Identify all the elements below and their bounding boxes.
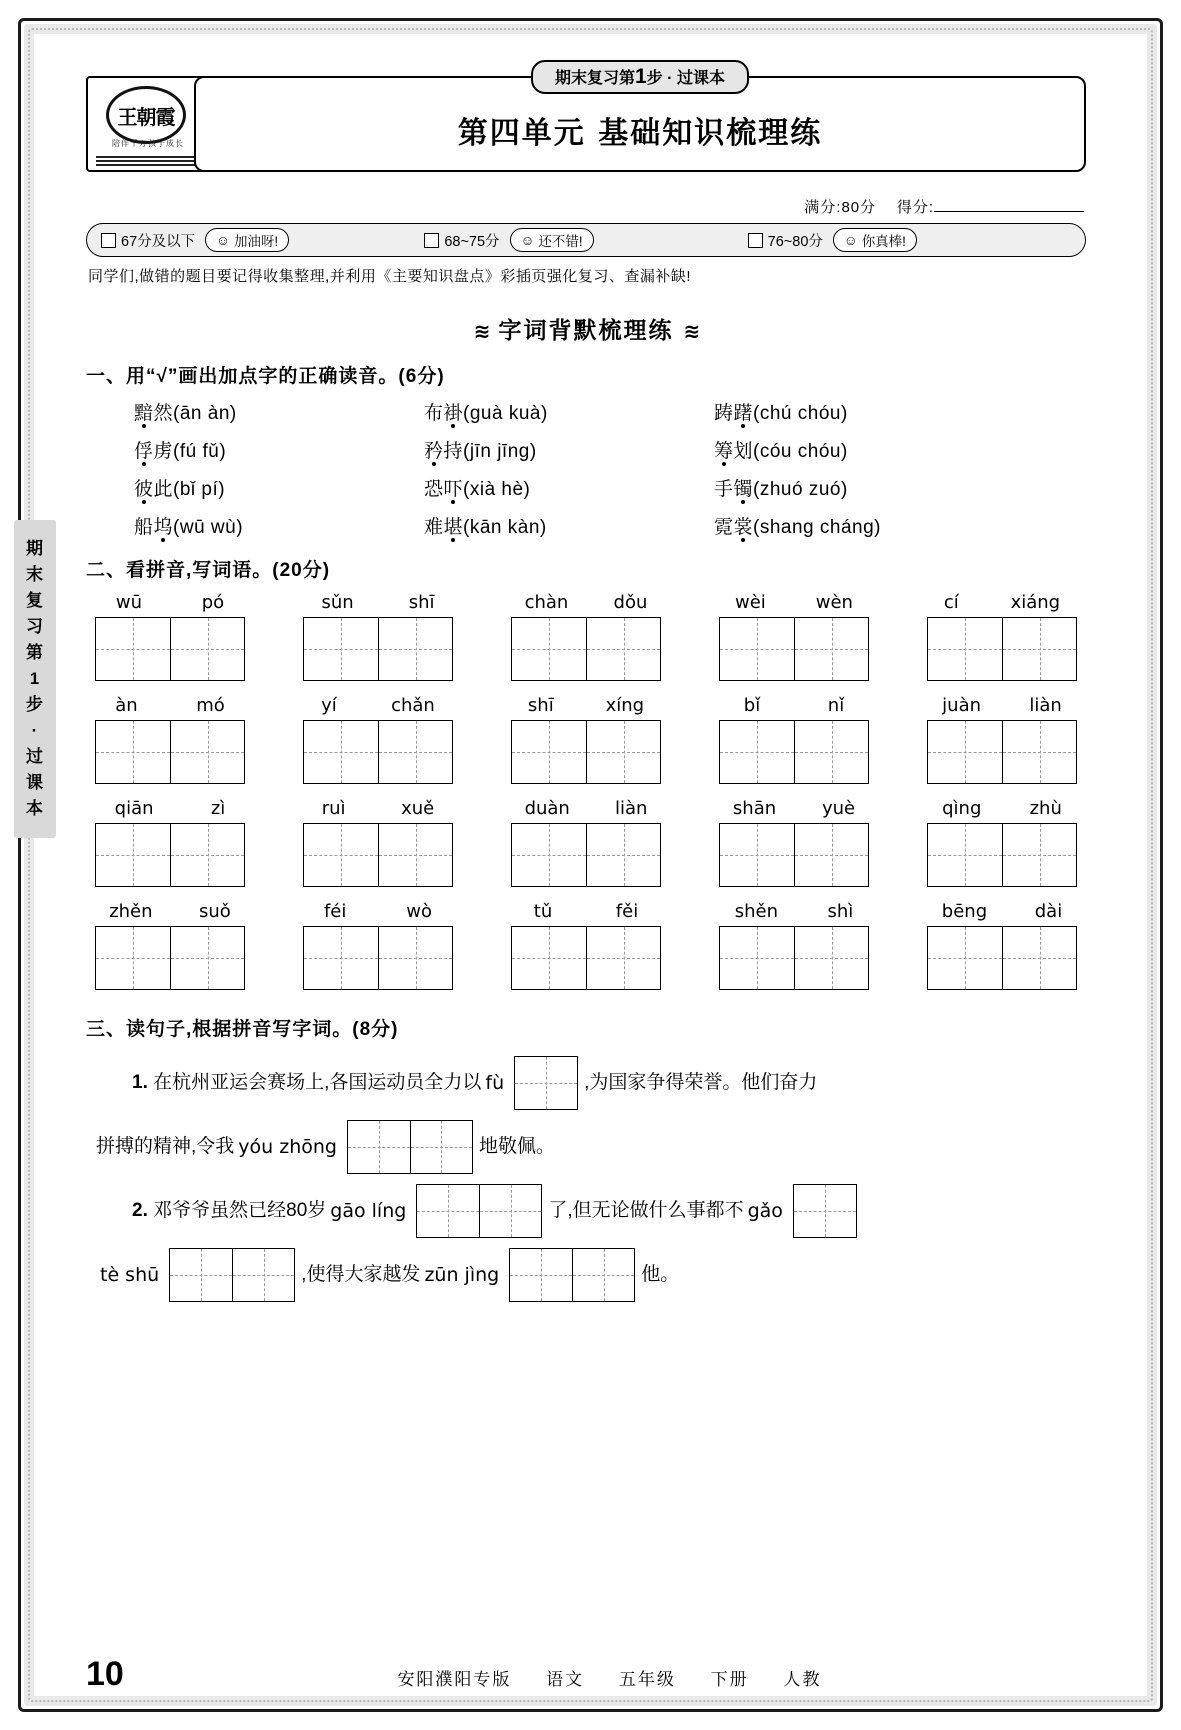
pinyin: yí xyxy=(321,695,337,716)
tianzige-grid[interactable] xyxy=(303,720,453,784)
tianzige-grid[interactable] xyxy=(303,823,453,887)
tianzige-grid[interactable] xyxy=(927,720,1077,784)
q3-pinyin: fù xyxy=(485,1072,505,1094)
pinyin: nǐ xyxy=(827,695,845,716)
answer-box[interactable] xyxy=(510,1249,572,1301)
tianzige-cell[interactable] xyxy=(1002,721,1076,783)
q3-text: 了,但无论做什么事都不 xyxy=(548,1200,744,1221)
tianzige-grid[interactable] xyxy=(927,617,1077,681)
pinyin: shān xyxy=(732,798,777,819)
q3-pinyin: zūn jìng xyxy=(424,1264,500,1286)
tianzige-grid[interactable] xyxy=(95,720,245,784)
q3-text: ,使得大家越发 xyxy=(301,1264,421,1285)
tianzige-item[interactable] xyxy=(710,798,878,887)
tianzige-cell[interactable] xyxy=(304,618,378,680)
q3-text: 邓爷爷虽然已经80岁 xyxy=(153,1200,327,1221)
tianzige-grid[interactable] xyxy=(511,926,661,990)
brand-seal-icon: 王朝霞 xyxy=(106,86,186,144)
dotted-char: 矜 xyxy=(424,441,444,462)
question-1-heading: 一、用“√”画出加点字的正确读音。(6分) xyxy=(86,366,445,387)
tianzige-cell[interactable] xyxy=(720,721,794,783)
page-header xyxy=(86,64,1086,182)
pinyin: juàn xyxy=(942,695,982,716)
checkbox-icon[interactable] xyxy=(101,233,116,248)
tianzige-cell[interactable] xyxy=(170,618,244,680)
rating-label: 68~75分 xyxy=(444,233,500,250)
score-blank[interactable] xyxy=(934,211,1084,212)
rating-bubble-label: 加油呀! xyxy=(233,234,279,249)
question-3-body xyxy=(96,1051,1086,1307)
tianzige-cell[interactable] xyxy=(794,824,868,886)
answer-box[interactable] xyxy=(479,1185,541,1237)
q1-word-head: 踌 xyxy=(714,403,734,424)
smiley-icon: ☺ xyxy=(216,232,230,248)
q1-options[interactable]: (zhuó zuó) xyxy=(753,479,848,500)
q3-text: 在杭州亚运会赛场上,各国运动员全力以 xyxy=(153,1072,482,1093)
rating-bar xyxy=(86,223,1086,257)
pinyin: shī xyxy=(527,695,554,716)
tianzige-item[interactable] xyxy=(502,695,670,784)
side-tab-char: 过 xyxy=(26,747,44,766)
tianzige-grid[interactable] xyxy=(927,823,1077,887)
answer-box[interactable] xyxy=(170,1249,232,1301)
tianzige-cell[interactable] xyxy=(586,721,660,783)
q1-item[interactable] xyxy=(424,436,714,463)
side-tab-char: 复 xyxy=(26,591,44,610)
tianzige-row xyxy=(86,901,1086,990)
q1-row xyxy=(134,398,1086,425)
q1-item[interactable] xyxy=(424,398,714,425)
rating-bubble xyxy=(510,228,594,252)
gained-label: 得分: xyxy=(896,199,934,216)
rating-option-3[interactable] xyxy=(748,228,1071,252)
title-panel xyxy=(194,65,1086,172)
tianzige-grid[interactable] xyxy=(719,720,869,784)
tianzige-item[interactable] xyxy=(294,901,462,990)
q1-row xyxy=(134,474,1086,501)
footer-subject: 语文 xyxy=(546,1670,585,1689)
pinyin: chàn xyxy=(524,592,569,613)
section-title xyxy=(86,312,1086,345)
question-2-body xyxy=(86,592,1086,990)
side-tab-char: 末 xyxy=(26,565,44,584)
dotted-char: 筹 xyxy=(714,441,734,462)
answer-box-set[interactable] xyxy=(514,1056,578,1110)
rating-option-1[interactable] xyxy=(101,228,424,252)
tianzige-row xyxy=(86,695,1086,784)
side-tab-char: 第 xyxy=(26,643,44,662)
q1-word-head: 布 xyxy=(424,403,444,424)
q1-item[interactable] xyxy=(134,474,424,501)
dotted-char: 堪 xyxy=(443,517,464,538)
side-tab-char: 1 xyxy=(29,669,41,688)
q3-pinyin: gāo líng xyxy=(330,1200,407,1222)
pinyin: zhěn xyxy=(109,901,153,922)
tianzige-item[interactable] xyxy=(918,901,1086,990)
full-mark-label: 满分:80分 xyxy=(804,199,877,216)
tianzige-cell[interactable] xyxy=(794,618,868,680)
tianzige-cell[interactable] xyxy=(170,721,244,783)
side-tab-char: 习 xyxy=(26,617,44,636)
rating-option-2[interactable] xyxy=(424,228,747,252)
q3-text: ,为国家争得荣誉。他们奋力 xyxy=(584,1072,818,1093)
pinyin: shī xyxy=(408,592,435,613)
tianzige-grid[interactable] xyxy=(719,823,869,887)
tianzige-cell[interactable] xyxy=(96,927,170,989)
q1-item[interactable] xyxy=(714,512,1004,539)
dotted-char: 坞 xyxy=(153,517,174,538)
q1-options[interactable]: (wū wù) xyxy=(173,517,244,538)
q1-row xyxy=(134,512,1086,539)
rating-bubble-label: 你真棒! xyxy=(861,234,906,249)
tianzige-cell[interactable] xyxy=(928,927,1002,989)
tianzige-cell[interactable] xyxy=(586,824,660,886)
dotted-char: 彼 xyxy=(134,479,154,500)
tianzige-item[interactable] xyxy=(918,695,1086,784)
tianzige-cell[interactable] xyxy=(586,618,660,680)
pinyin: xíng xyxy=(605,695,645,716)
tianzige-grid[interactable] xyxy=(95,926,245,990)
footer-edition: 安阳濮阳专版 xyxy=(397,1670,512,1689)
tianzige-item[interactable] xyxy=(294,592,462,681)
side-tab-char: · xyxy=(31,721,39,740)
pinyin: bēng xyxy=(941,901,988,922)
tianzige-grid[interactable] xyxy=(511,823,661,887)
checkbox-icon[interactable] xyxy=(748,233,763,248)
tianzige-grid[interactable] xyxy=(303,926,453,990)
q1-options[interactable]: (cóu chóu) xyxy=(753,441,848,462)
rating-bubble xyxy=(833,228,917,252)
tianzige-item[interactable] xyxy=(502,592,670,681)
answer-box[interactable] xyxy=(794,1185,856,1237)
q1-options[interactable]: (shang cháng) xyxy=(753,517,881,538)
tianzige-cell[interactable] xyxy=(378,721,452,783)
tianzige-cell[interactable] xyxy=(96,618,170,680)
rating-bubble xyxy=(205,228,289,252)
pinyin: ruì xyxy=(321,798,346,819)
pinyin: sǔn xyxy=(321,592,354,613)
dotted-char: 镯 xyxy=(733,479,754,500)
pinyin: wò xyxy=(406,901,433,922)
tianzige-cell[interactable] xyxy=(304,927,378,989)
answer-box[interactable] xyxy=(417,1185,479,1237)
side-tab-char: 期 xyxy=(26,539,44,558)
tianzige-item[interactable] xyxy=(502,901,670,990)
tianzige-item[interactable] xyxy=(86,901,254,990)
tianzige-grid[interactable] xyxy=(511,720,661,784)
rating-label: 76~80分 xyxy=(767,233,823,250)
pinyin: fěi xyxy=(615,901,639,922)
tianzige-cell[interactable] xyxy=(170,824,244,886)
answer-box[interactable] xyxy=(232,1249,294,1301)
tianzige-item[interactable] xyxy=(294,695,462,784)
footer-grade: 五年级 xyxy=(618,1670,676,1689)
tianzige-item[interactable] xyxy=(86,695,254,784)
tianzige-cell[interactable] xyxy=(512,927,586,989)
tianzige-cell[interactable] xyxy=(378,618,452,680)
ribbon-suffix: 步 · 过课本 xyxy=(646,70,725,87)
tianzige-cell[interactable] xyxy=(96,721,170,783)
dotted-char: 黯 xyxy=(134,403,154,424)
tianzige-cell[interactable] xyxy=(512,721,586,783)
dotted-char: 俘 xyxy=(134,441,154,462)
q1-options[interactable]: (fú fǔ) xyxy=(173,441,227,462)
tianzige-grid[interactable] xyxy=(927,926,1077,990)
ribbon-prefix: 期末复习第 xyxy=(555,70,636,87)
q1-word-tail: 虏 xyxy=(153,441,174,462)
wave-deco-icon: ≋ xyxy=(683,321,699,343)
rating-bubble-label: 还不错! xyxy=(538,234,583,249)
score-line xyxy=(86,196,1084,217)
pinyin: zhù xyxy=(1029,798,1062,819)
q1-item[interactable] xyxy=(134,512,424,539)
answer-box[interactable] xyxy=(515,1057,577,1109)
q1-item[interactable] xyxy=(424,474,714,501)
pinyin: duàn xyxy=(524,798,570,819)
tianzige-cell[interactable] xyxy=(1002,824,1076,886)
pinyin: suǒ xyxy=(198,901,231,922)
q1-word-head: 难 xyxy=(424,517,444,538)
q1-word-head: 霓 xyxy=(714,517,734,538)
pinyin: wèn xyxy=(815,592,853,613)
q1-options[interactable]: (chú chóu) xyxy=(753,403,848,424)
ribbon-number: 1 xyxy=(635,65,647,88)
q1-item[interactable] xyxy=(134,398,424,425)
tianzige-grid[interactable] xyxy=(511,617,661,681)
tianzige-cell[interactable] xyxy=(928,618,1002,680)
tianzige-cell[interactable] xyxy=(512,618,586,680)
q1-options[interactable]: (ān àn) xyxy=(173,403,237,424)
side-tab-char: 课 xyxy=(26,773,44,792)
dotted-char: 躇 xyxy=(733,403,754,424)
step-ribbon xyxy=(531,60,749,94)
tianzige-cell[interactable] xyxy=(1002,618,1076,680)
question-3-heading: 三、读句子,根据拼音写字词。(8分) xyxy=(86,1019,399,1040)
q3-text: 拼搏的精神,令我 xyxy=(96,1136,235,1157)
tianzige-item[interactable] xyxy=(918,798,1086,887)
tianzige-item[interactable] xyxy=(710,901,878,990)
section-title-text: 字词背默梳理练 xyxy=(498,317,674,343)
pinyin: xiáng xyxy=(1010,592,1061,613)
tianzige-grid[interactable] xyxy=(719,617,869,681)
tianzige-cell[interactable] xyxy=(170,927,244,989)
dotted-char: 吓 xyxy=(443,479,464,500)
q1-options[interactable]: (xià hè) xyxy=(463,479,531,500)
side-tab-char: 步 xyxy=(26,695,44,714)
smiley-icon: ☺ xyxy=(843,232,858,248)
tianzige-grid[interactable] xyxy=(719,926,869,990)
pinyin: chǎn xyxy=(391,695,435,716)
pinyin: àn xyxy=(115,695,138,716)
tianzige-cell[interactable] xyxy=(378,824,452,886)
pinyin: xuě xyxy=(401,798,435,819)
tianzige-cell[interactable] xyxy=(928,824,1002,886)
footer-info xyxy=(124,1665,1095,1694)
q1-word-tail: 划 xyxy=(733,441,754,462)
tianzige-cell[interactable] xyxy=(304,824,378,886)
question-2-heading: 二、看拼音,写词语。(20分) xyxy=(86,560,331,581)
tianzige-item[interactable] xyxy=(86,798,254,887)
answer-box-set[interactable] xyxy=(416,1184,542,1238)
answer-box[interactable] xyxy=(348,1121,410,1173)
q1-item[interactable] xyxy=(714,398,1004,425)
brand-logo xyxy=(86,76,210,172)
q1-row xyxy=(134,436,1086,463)
q1-options[interactable]: (jīn jīng) xyxy=(463,441,537,462)
q3-pinyin: tè shū xyxy=(100,1264,160,1286)
pinyin: mó xyxy=(196,695,225,716)
q3-item-2-line-2 xyxy=(96,1243,1086,1307)
q1-item[interactable] xyxy=(714,474,1004,501)
q1-options[interactable]: (guà kuà) xyxy=(463,403,548,424)
pinyin: féi xyxy=(323,901,347,922)
answer-box[interactable] xyxy=(572,1249,634,1301)
answer-box-set[interactable] xyxy=(169,1248,295,1302)
page-number: 10 xyxy=(86,1655,124,1693)
q1-word-head: 恐 xyxy=(424,479,444,500)
tianzige-cell[interactable] xyxy=(720,618,794,680)
pinyin: shěn xyxy=(734,901,778,922)
q1-item[interactable] xyxy=(714,436,1004,463)
tianzige-grid[interactable] xyxy=(303,617,453,681)
pinyin: liàn xyxy=(614,798,648,819)
smiley-icon: ☺ xyxy=(520,232,535,248)
pinyin: dǒu xyxy=(613,592,648,613)
tianzige-item[interactable] xyxy=(294,798,462,887)
study-tip: 同学们,做错的题目要记得收集整理,并利用《主要知识盘点》彩插页强化复习、查漏补缺! xyxy=(88,268,692,285)
pinyin: dài xyxy=(1034,901,1063,922)
footer-volume: 下册 xyxy=(710,1670,749,1689)
dotted-char: 褂 xyxy=(443,403,464,424)
pinyin: tǔ xyxy=(533,901,553,922)
footer-publisher: 人教 xyxy=(783,1670,822,1689)
answer-box-set[interactable] xyxy=(793,1184,857,1238)
pinyin: shì xyxy=(827,901,854,922)
tianzige-cell[interactable] xyxy=(794,721,868,783)
tianzige-cell[interactable] xyxy=(512,824,586,886)
tianzige-item[interactable] xyxy=(86,592,254,681)
tianzige-item[interactable] xyxy=(710,592,878,681)
checkbox-icon[interactable] xyxy=(424,233,439,248)
pinyin: liàn xyxy=(1029,695,1062,716)
q1-item[interactable] xyxy=(134,436,424,463)
tianzige-cell[interactable] xyxy=(1002,927,1076,989)
tianzige-grid[interactable] xyxy=(95,617,245,681)
q1-word-tail: 然 xyxy=(153,403,174,424)
side-tab xyxy=(14,520,56,838)
q1-options[interactable]: (bǐ pí) xyxy=(173,479,226,500)
tianzige-cell[interactable] xyxy=(928,721,1002,783)
wave-deco-icon: ≋ xyxy=(473,321,489,343)
pinyin: qiān xyxy=(114,798,154,819)
q3-pinyin: yóu zhōng xyxy=(238,1136,337,1158)
tianzige-cell[interactable] xyxy=(794,927,868,989)
answer-box-set[interactable] xyxy=(509,1248,635,1302)
q1-word-tail: 持 xyxy=(443,441,464,462)
q3-item-1-line-2 xyxy=(96,1115,1086,1179)
tianzige-item[interactable] xyxy=(710,695,878,784)
page-title: 第四单元 基础知识梳理练 xyxy=(457,116,823,151)
q3-item-1-line-1 xyxy=(132,1051,1086,1115)
tianzige-cell[interactable] xyxy=(720,824,794,886)
q3-pinyin: gǎo xyxy=(747,1200,783,1222)
tianzige-row xyxy=(86,798,1086,887)
pinyin: yuè xyxy=(821,798,856,819)
pinyin: pó xyxy=(201,592,225,613)
question-1-body xyxy=(134,398,1086,539)
q3-text: 地敬佩。 xyxy=(478,1136,555,1157)
tianzige-cell[interactable] xyxy=(304,721,378,783)
q1-word-head: 船 xyxy=(134,517,154,538)
q3-item-number: 2. xyxy=(132,1200,148,1221)
pinyin: wū xyxy=(115,592,142,613)
dotted-char: 裳 xyxy=(733,517,754,538)
side-tab-char: 本 xyxy=(26,799,44,818)
tianzige-row xyxy=(86,592,1086,681)
brand-subtitle: 陪伴千万孩子成长 xyxy=(112,139,184,148)
q3-item-number: 1. xyxy=(132,1072,148,1093)
tianzige-cell[interactable] xyxy=(586,927,660,989)
q1-options[interactable]: (kān kàn) xyxy=(463,517,547,538)
tianzige-grid[interactable] xyxy=(95,823,245,887)
pinyin: wèi xyxy=(734,592,766,613)
q1-word-head: 手 xyxy=(714,479,734,500)
answer-box[interactable] xyxy=(410,1121,472,1173)
rating-label: 67分及以下 xyxy=(121,233,196,250)
tianzige-cell[interactable] xyxy=(96,824,170,886)
page-footer xyxy=(86,1655,1095,1694)
pinyin: qìng xyxy=(942,798,982,819)
q3-item-2-line-1 xyxy=(132,1179,1086,1243)
tianzige-item[interactable] xyxy=(918,592,1086,681)
pinyin: zì xyxy=(210,798,226,819)
pinyin: bǐ xyxy=(743,695,761,716)
pinyin: cí xyxy=(943,592,959,613)
brand-lines-decor xyxy=(88,154,208,168)
q3-text: 他。 xyxy=(641,1264,680,1285)
tianzige-cell[interactable] xyxy=(378,927,452,989)
tianzige-cell[interactable] xyxy=(720,927,794,989)
answer-box-set[interactable] xyxy=(347,1120,473,1174)
q1-word-tail: 此 xyxy=(153,479,174,500)
tianzige-item[interactable] xyxy=(502,798,670,887)
q1-item[interactable] xyxy=(424,512,714,539)
